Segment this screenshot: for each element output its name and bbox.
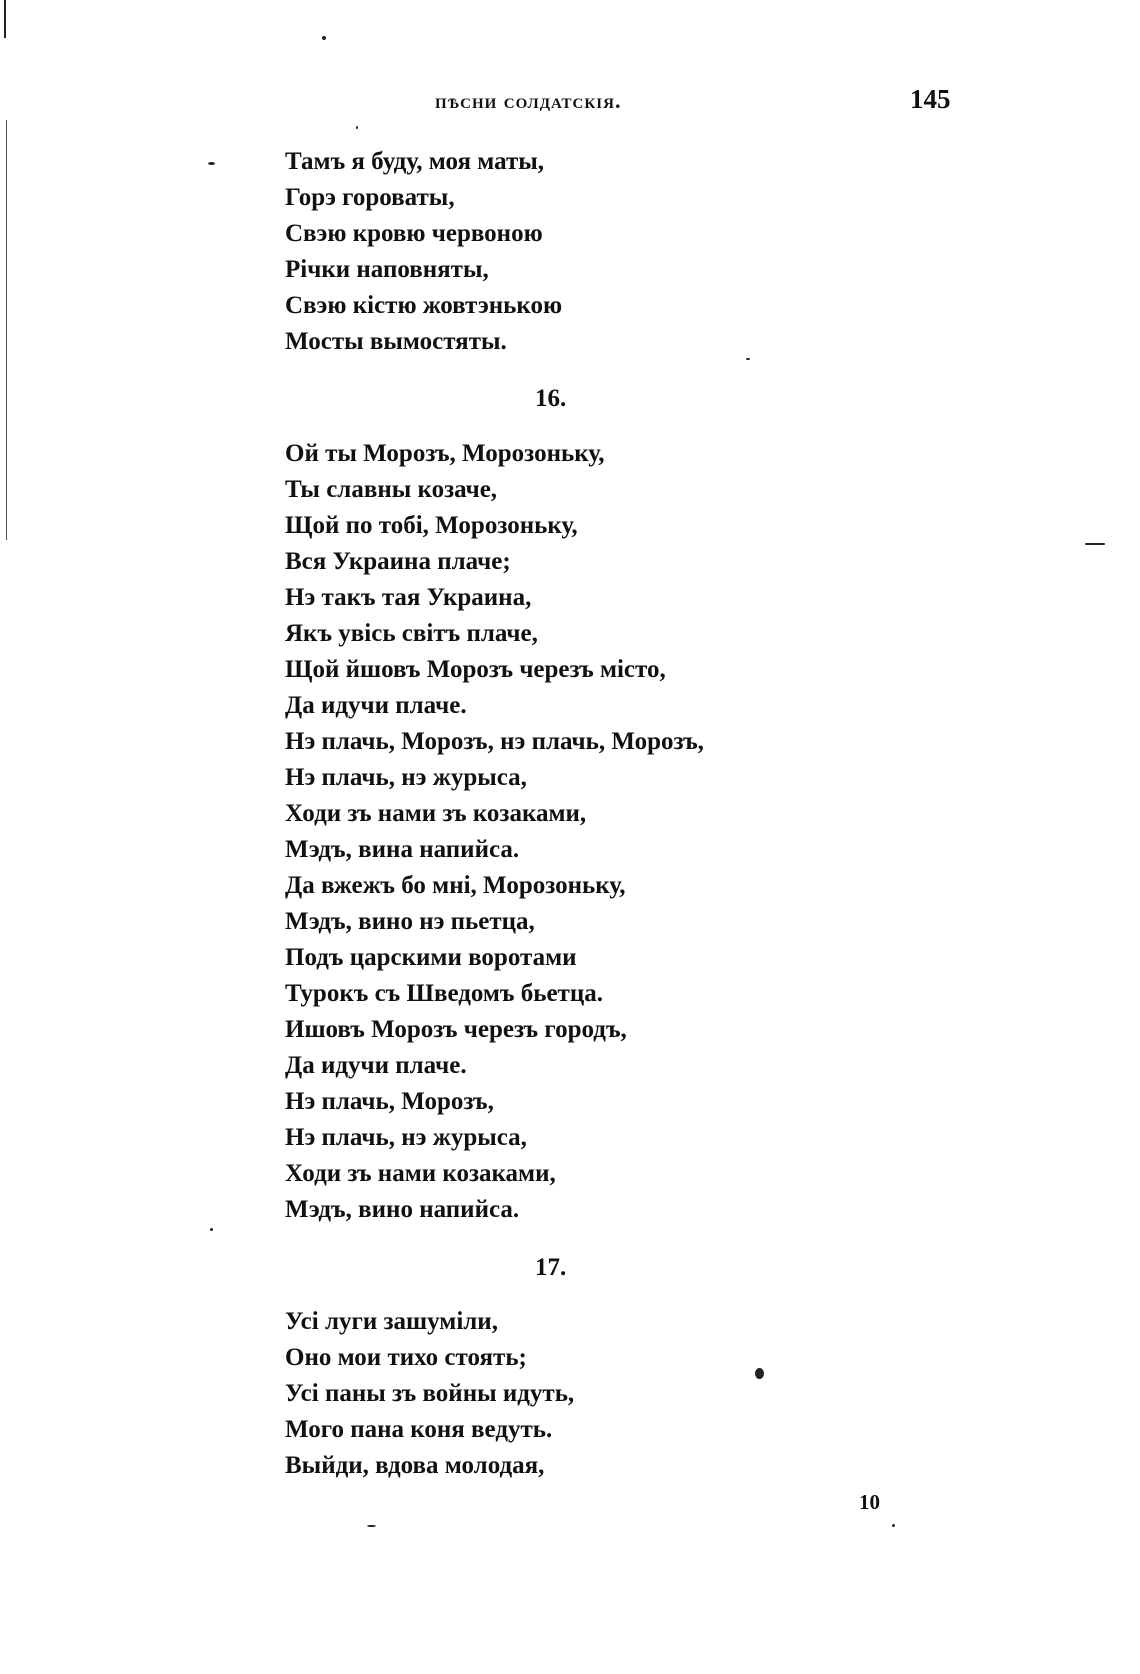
verse-line: Оно мои тихо стоять; [285, 1344, 527, 1371]
verse-line: Усі луги зашуміли, [285, 1308, 498, 1335]
verse-line: Якъ увісь світъ плаче, [285, 620, 538, 647]
page-number: 145 [910, 84, 951, 114]
verse-line: Нэ плачь, нэ журыса, [285, 1124, 527, 1151]
verse-line: Ходи зъ нами зъ козаками, [285, 800, 587, 827]
running-title: пѣсни солдатскія. [435, 88, 622, 113]
scan-edge-rule-top [4, 0, 6, 38]
scan-speck [367, 1525, 376, 1527]
verse-line: Да идучи плаче. [285, 692, 467, 719]
verse-line: Ой ты Морозъ, Морозоньку, [285, 440, 605, 467]
scan-speck [210, 1228, 213, 1231]
scan-speck [356, 126, 358, 129]
verse-line: Мэдъ, вино нэ пьетца, [285, 908, 535, 935]
scan-speck [1085, 543, 1105, 545]
verse-line: Да идучи плаче. [285, 1052, 467, 1079]
scan-speck [892, 1524, 895, 1527]
song-16-text [285, 436, 704, 1228]
verse-line: Нэ плачь, Морозъ, [285, 1088, 494, 1115]
verse-line: Ходи зъ нами козаками, [285, 1160, 556, 1187]
verse-line: Вся Украина плаче; [285, 548, 511, 575]
scan-speck [208, 162, 215, 165]
verse-line: Мосты вымостяты. [285, 328, 507, 355]
scan-edge-rule-middle [6, 120, 7, 540]
verse-line: Свэю кровю червоною [285, 220, 543, 247]
verse-line: Мэдъ, вина напийса. [285, 836, 520, 863]
song-number-17: 17. [535, 1254, 567, 1281]
verse-line: Нэ плачь, нэ журыса, [285, 764, 527, 791]
verse-line: Свэю кістю жовтэнькою [285, 292, 563, 319]
verse-line: Усі паны зъ войны идуть, [285, 1380, 575, 1407]
verse-line: Щой йшовъ Морозъ черезъ місто, [285, 656, 666, 683]
verse-line: Подъ царскими воротами [285, 944, 577, 971]
song-number-16: 16. [535, 385, 567, 412]
scan-speck [755, 1368, 764, 1379]
signature-mark: 10 [859, 1490, 880, 1514]
verse-line: Выйди, вдова молодая, [285, 1452, 545, 1479]
stanza-continued [285, 144, 562, 360]
scan-speck [746, 358, 750, 360]
verse-line: Ты славны козаче, [285, 476, 498, 503]
scan-speck [322, 36, 326, 40]
verse-line: Ишовъ Морозъ черезъ городъ, [285, 1016, 627, 1043]
verse-line: Мого пана коня ведуть. [285, 1416, 553, 1443]
verse-line: Нэ такъ тая Украина, [285, 584, 532, 611]
verse-line: Горэ гороваты, [285, 184, 455, 211]
verse-line: Щой по тобі, Морозоньку, [285, 512, 578, 539]
verse-line: Нэ плачь, Морозъ, нэ плачь, Морозъ, [285, 728, 704, 755]
verse-line: Турокъ съ Шведомъ бьетца. [285, 980, 603, 1007]
song-17-text [285, 1304, 574, 1484]
verse-line: Річки наповняты, [285, 256, 489, 283]
verse-line: Да вжежъ бо мні, Морозоньку, [285, 872, 626, 899]
verse-line: Тамъ я буду, моя маты, [285, 148, 545, 175]
verse-line: Мэдъ, вино напийса. [285, 1196, 520, 1223]
